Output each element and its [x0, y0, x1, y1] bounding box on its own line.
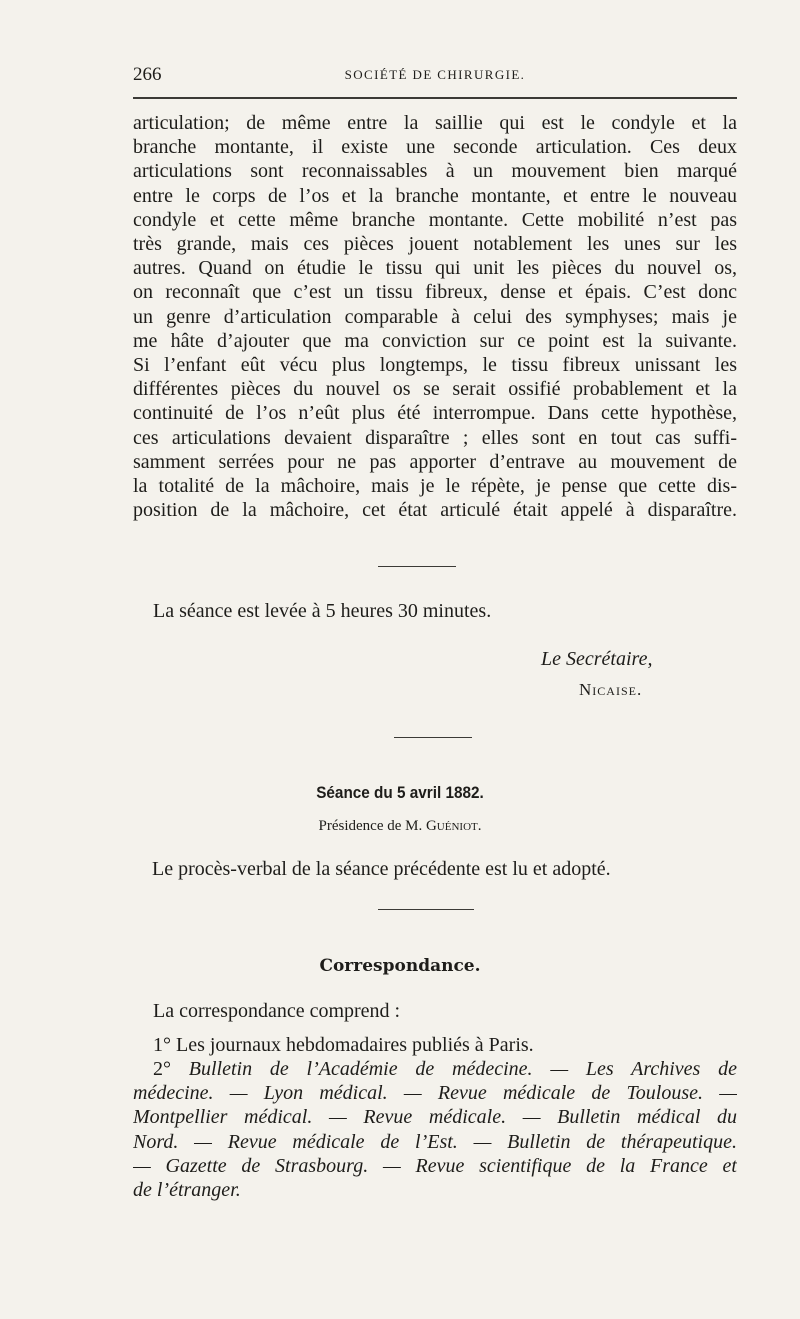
text-line: très grande, mais ces pièces jouent notablement les unes sur les — [133, 233, 737, 256]
text-line: Montpellier médical. — Revue médicale. — Bulletin médical du — [133, 1106, 737, 1129]
presidence-line — [0, 818, 800, 835]
presidence-prefix: Présidence de M. — [318, 818, 423, 834]
text-line: — Gazette de Strasbourg. — Revue scientifique de la France et — [133, 1154, 737, 1177]
text-line: différentes pièces du nouvel os se serait ossifié probablement et la — [133, 378, 737, 401]
correspondence-item-2 — [133, 1057, 737, 1202]
text-line: ces articulations devaient disparaître ; elles sont en tout cas suffi- — [133, 426, 737, 449]
text-line: la totalité de la mâchoire, mais je le répète, je pense que cette dis- — [133, 475, 737, 498]
text-line: continuité de l’os n’eût plus été interrompue. Dans cette hypothèse, — [133, 402, 737, 425]
correspondence-intro: La correspondance comprend : — [153, 1000, 401, 1022]
section-divider — [378, 566, 456, 567]
text-line: de l’étranger. — [133, 1179, 241, 1202]
text-line: autres. Quand on étudie le tissu qui unit les pièces du nouvel os, — [133, 257, 737, 280]
text-line: Si l’enfant eût vécu plus longtemps, le tissu fibreux unissant les — [133, 354, 737, 377]
text-line: Nord. — Revue médicale de l’Est. — Bulletin de thérapeutique. — [133, 1130, 737, 1153]
closing-line: La séance est levée à 5 heures 30 minutes. — [153, 600, 492, 622]
correspondence-heading: Correspondance. — [319, 956, 481, 976]
page-number: 266 — [133, 64, 162, 85]
text-line — [133, 1057, 737, 1081]
running-head — [133, 62, 737, 92]
text-line: un genre d’articulation comparable à celui des symphyses; mais je — [133, 305, 737, 328]
text-line: articulation; de même entre la saillie qui est le condyle et la — [133, 112, 737, 134]
header-rule — [133, 97, 737, 99]
section-divider — [394, 737, 472, 738]
text-line: samment serrées pour ne pas apporter d’entrave au mouvement de — [133, 450, 737, 473]
text-line: position de la mâchoire, cet état articulé était appelé à disparaître. — [133, 499, 737, 522]
body-paragraph — [133, 111, 737, 522]
text-line: entre le corps de l’os et la branche montante, et entre le nouveau — [133, 184, 737, 207]
text-line: branche montante, il existe une seconde articulation. Ces deux — [133, 136, 737, 159]
minutes-statement: Le procès-verbal de la séance précédente est lu et adopté. — [152, 858, 611, 880]
text-line: me hâte d’ajouter que ma conviction sur ce point est la suivante. — [133, 329, 737, 352]
journal-list-text: Bulletin de l’Académie de médecine. — Les Archives de — [188, 1058, 737, 1080]
correspondence-item-1: 1° Les journaux hebdomadaires publiés à Paris. — [153, 1034, 534, 1056]
text-line: on reconnaît que c’est un tissu fibreux, dense et épais. C’est donc — [133, 281, 737, 304]
running-title: SOCIÉTÉ DE CHIRURGIE. — [344, 67, 526, 82]
item-number: 2° — [153, 1058, 171, 1080]
signature-name: Nicaise. — [579, 680, 643, 699]
section-divider — [378, 909, 474, 910]
president-name: Guéniot. — [425, 818, 482, 834]
text-line: articulations sont reconnaissables à un mouvement bien marqué — [133, 160, 737, 183]
signature-role: Le Secrétaire, — [541, 648, 653, 670]
session-title: Séance du 5 avril 1882. — [316, 783, 484, 802]
text-line: condyle et cette même branche montante. Cette mobilité n’est pas — [133, 208, 737, 231]
text-line: médecine. — Lyon médical. — Revue médicale de Toulouse. — — [133, 1082, 737, 1105]
